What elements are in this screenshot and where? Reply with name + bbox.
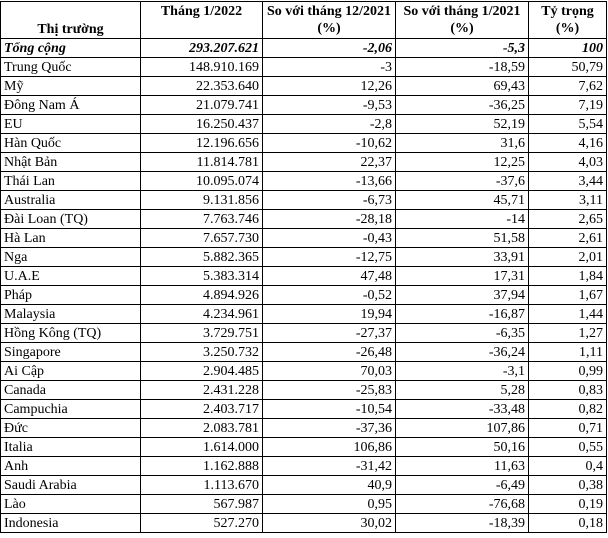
cell-change-prev-month: -28,18 — [263, 210, 396, 229]
cell-change-prev-year: 45,71 — [396, 191, 529, 210]
cell-change-prev-month: 106,86 — [263, 438, 396, 457]
cell-change-prev-month: -37,36 — [263, 419, 396, 438]
cell-change-prev-month: -10,62 — [263, 134, 396, 153]
cell-market-name: Hồng Kông (TQ) — [1, 324, 141, 343]
table-row — [1, 362, 607, 381]
cell-market-name: Malaysia — [1, 305, 141, 324]
header-change-prev-month: So với tháng 12/2021 (%) — [263, 2, 396, 39]
cell-change-prev-month: -9,53 — [263, 96, 396, 115]
cell-change-prev-month: 19,94 — [263, 305, 396, 324]
total-row — [1, 39, 607, 58]
cell-value: 21.079.741 — [141, 96, 263, 115]
header-share: Tỷ trọng (%) — [529, 2, 607, 39]
cell-change-prev-year: -3,1 — [396, 362, 529, 381]
table-row — [1, 343, 607, 362]
cell-market-name: Hà Lan — [1, 229, 141, 248]
cell-share: 0,82 — [529, 400, 607, 419]
cell-value: 7.763.746 — [141, 210, 263, 229]
cell-change-prev-year: 51,58 — [396, 229, 529, 248]
cell-change-prev-year: -16,87 — [396, 305, 529, 324]
cell-share: 2,01 — [529, 248, 607, 267]
cell-market-name: Mỹ — [1, 77, 141, 96]
cell-change-prev-month: 47,48 — [263, 267, 396, 286]
table-row — [1, 381, 607, 400]
cell-market-name: Đài Loan (TQ) — [1, 210, 141, 229]
cell-change-prev-year: 107,86 — [396, 419, 529, 438]
market-data-table — [0, 1, 607, 533]
cell-share: 50,79 — [529, 58, 607, 77]
cell-value: 16.250.437 — [141, 115, 263, 134]
table-row — [1, 476, 607, 495]
cell-share: 7,19 — [529, 96, 607, 115]
cell-change-prev-month: 40,9 — [263, 476, 396, 495]
cell-change-prev-year: -36,24 — [396, 343, 529, 362]
cell-value: 3.250.732 — [141, 343, 263, 362]
table-row — [1, 267, 607, 286]
cell-market-name: Thái Lan — [1, 172, 141, 191]
cell-change-prev-month: -3 — [263, 58, 396, 77]
table-row — [1, 305, 607, 324]
cell-change-prev-month: 12,26 — [263, 77, 396, 96]
cell-value: 2.083.781 — [141, 419, 263, 438]
cell-value: 2.904.485 — [141, 362, 263, 381]
cell-market-name: Indonesia — [1, 514, 141, 533]
table-row — [1, 495, 607, 514]
cell-value: 5.383.314 — [141, 267, 263, 286]
cell-change-prev-year: -14 — [396, 210, 529, 229]
cell-change-prev-year: 50,16 — [396, 438, 529, 457]
cell-change-prev-year: -33,48 — [396, 400, 529, 419]
cell-market-name: Anh — [1, 457, 141, 476]
cell-change-prev-month: -31,42 — [263, 457, 396, 476]
cell-share: 0,71 — [529, 419, 607, 438]
table-row — [1, 286, 607, 305]
cell-share: 0,55 — [529, 438, 607, 457]
table-row — [1, 324, 607, 343]
cell-market-name: Saudi Arabia — [1, 476, 141, 495]
cell-value: 3.729.751 — [141, 324, 263, 343]
cell-value: 567.987 — [141, 495, 263, 514]
cell-market-name: U.A.E — [1, 267, 141, 286]
table-row — [1, 58, 607, 77]
cell-value: 4.894.926 — [141, 286, 263, 305]
cell-change-prev-month: -2,8 — [263, 115, 396, 134]
cell-market-name: Canada — [1, 381, 141, 400]
cell-change-prev-year: 12,25 — [396, 153, 529, 172]
cell-share: 2,65 — [529, 210, 607, 229]
cell-market-name: Hàn Quốc — [1, 134, 141, 153]
table-row — [1, 419, 607, 438]
cell-share: 0,19 — [529, 495, 607, 514]
table-row — [1, 77, 607, 96]
cell-change-prev-month: -13,66 — [263, 172, 396, 191]
total-value: 293.207.621 — [141, 39, 263, 58]
cell-change-prev-year: 69,43 — [396, 77, 529, 96]
cell-value: 1.162.888 — [141, 457, 263, 476]
cell-change-prev-year: 31,6 — [396, 134, 529, 153]
cell-share: 0,4 — [529, 457, 607, 476]
cell-market-name: Nga — [1, 248, 141, 267]
cell-value: 527.270 — [141, 514, 263, 533]
header-row — [1, 2, 607, 39]
cell-market-name: Ai Cập — [1, 362, 141, 381]
cell-share: 7,62 — [529, 77, 607, 96]
cell-change-prev-year: -6,35 — [396, 324, 529, 343]
cell-value: 2.403.717 — [141, 400, 263, 419]
cell-change-prev-month: -25,83 — [263, 381, 396, 400]
cell-change-prev-year: -37,6 — [396, 172, 529, 191]
cell-market-name: Pháp — [1, 286, 141, 305]
table-row — [1, 134, 607, 153]
cell-market-name: Lào — [1, 495, 141, 514]
table-row — [1, 96, 607, 115]
header-change-prev-year: So với tháng 1/2021 (%) — [396, 2, 529, 39]
cell-share: 2,61 — [529, 229, 607, 248]
cell-change-prev-month: -10,54 — [263, 400, 396, 419]
cell-value: 1.614.000 — [141, 438, 263, 457]
cell-change-prev-month: -6,73 — [263, 191, 396, 210]
cell-share: 0,99 — [529, 362, 607, 381]
table-row — [1, 172, 607, 191]
total-share: 100 — [529, 39, 607, 58]
cell-value: 148.910.169 — [141, 58, 263, 77]
cell-change-prev-year: -76,68 — [396, 495, 529, 514]
cell-change-prev-month: -27,37 — [263, 324, 396, 343]
cell-market-name: Đức — [1, 419, 141, 438]
cell-value: 4.234.961 — [141, 305, 263, 324]
header-market: Thị trường — [1, 2, 141, 39]
cell-share: 0,38 — [529, 476, 607, 495]
cell-change-prev-year: -6,49 — [396, 476, 529, 495]
cell-share: 1,84 — [529, 267, 607, 286]
cell-share: 0,83 — [529, 381, 607, 400]
cell-value: 12.196.656 — [141, 134, 263, 153]
cell-change-prev-year: 5,28 — [396, 381, 529, 400]
cell-change-prev-year: 17,31 — [396, 267, 529, 286]
cell-share: 1,44 — [529, 305, 607, 324]
cell-change-prev-month: -26,48 — [263, 343, 396, 362]
cell-value: 10.095.074 — [141, 172, 263, 191]
table-row — [1, 115, 607, 134]
cell-change-prev-month: -0,52 — [263, 286, 396, 305]
cell-value: 9.131.856 — [141, 191, 263, 210]
total-name: Tổng cộng — [1, 39, 141, 58]
cell-change-prev-month: 70,03 — [263, 362, 396, 381]
cell-change-prev-year: 52,19 — [396, 115, 529, 134]
table-row — [1, 153, 607, 172]
cell-share: 4,03 — [529, 153, 607, 172]
cell-change-prev-year: -18,39 — [396, 514, 529, 533]
cell-value: 1.113.670 — [141, 476, 263, 495]
cell-market-name: Trung Quốc — [1, 58, 141, 77]
cell-change-prev-month: 22,37 — [263, 153, 396, 172]
cell-share: 1,11 — [529, 343, 607, 362]
cell-value: 5.882.365 — [141, 248, 263, 267]
table-row — [1, 248, 607, 267]
header-value: Tháng 1/2022 — [141, 2, 263, 39]
cell-share: 0,18 — [529, 514, 607, 533]
cell-market-name: EU — [1, 115, 141, 134]
table-row — [1, 438, 607, 457]
cell-market-name: Singapore — [1, 343, 141, 362]
cell-value: 22.353.640 — [141, 77, 263, 96]
cell-change-prev-year: 37,94 — [396, 286, 529, 305]
cell-share: 1,27 — [529, 324, 607, 343]
cell-share: 1,67 — [529, 286, 607, 305]
table-row — [1, 400, 607, 419]
cell-change-prev-month: 0,95 — [263, 495, 396, 514]
cell-market-name: Nhật Bản — [1, 153, 141, 172]
cell-share: 5,54 — [529, 115, 607, 134]
table-row — [1, 191, 607, 210]
total-change-prev-month: -2,06 — [263, 39, 396, 58]
cell-change-prev-month: -0,43 — [263, 229, 396, 248]
cell-market-name: Đông Nam Á — [1, 96, 141, 115]
table-row — [1, 210, 607, 229]
cell-change-prev-year: 11,63 — [396, 457, 529, 476]
cell-share: 3,44 — [529, 172, 607, 191]
table-row — [1, 457, 607, 476]
cell-market-name: Campuchia — [1, 400, 141, 419]
cell-change-prev-month: 30,02 — [263, 514, 396, 533]
cell-value: 2.431.228 — [141, 381, 263, 400]
cell-share: 3,11 — [529, 191, 607, 210]
cell-value: 7.657.730 — [141, 229, 263, 248]
table-row — [1, 229, 607, 248]
total-change-prev-year: -5,3 — [396, 39, 529, 58]
cell-change-prev-year: 33,91 — [396, 248, 529, 267]
cell-market-name: Italia — [1, 438, 141, 457]
cell-change-prev-month: -12,75 — [263, 248, 396, 267]
cell-change-prev-year: -36,25 — [396, 96, 529, 115]
cell-change-prev-year: -18,59 — [396, 58, 529, 77]
cell-share: 4,16 — [529, 134, 607, 153]
cell-market-name: Australia — [1, 191, 141, 210]
cell-value: 11.814.781 — [141, 153, 263, 172]
table-row — [1, 514, 607, 533]
